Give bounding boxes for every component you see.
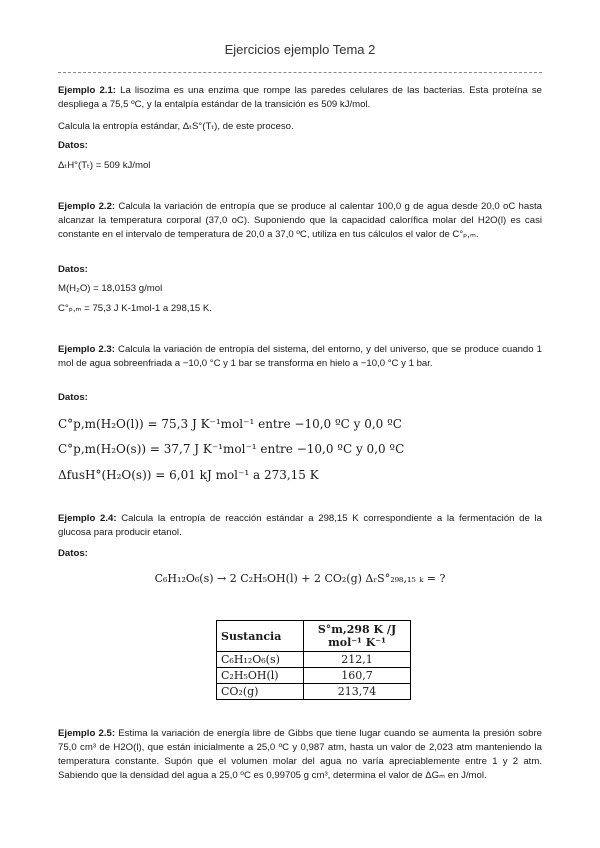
table-cell: 213,74 [304, 684, 411, 700]
example-2-2-statement [58, 200, 542, 242]
data-line: M(H₂O) = 18,0153 g/mol [58, 283, 163, 294]
table-row [217, 668, 411, 684]
example-2-5-statement [58, 727, 542, 783]
table-cell: CO₂(g) [217, 684, 304, 700]
table-cell: C₂H₅OH(l) [217, 668, 304, 684]
table-header: Sustancia [217, 621, 304, 652]
math-line: C°p,m(H₂O(l)) = 75,3 J K⁻¹mol⁻¹ entre −10,0 ºC y 0,0 ºC [58, 417, 402, 431]
math-line: C°p,m(H₂O(s)) = 37,7 J K⁻¹mol⁻¹ entre −10,0 ºC y 0,0 ºC [58, 442, 405, 456]
table-row [217, 684, 411, 700]
example-text: Calcula la variación de entropía del sistema, del entorno, y del universo, que se produce cuando 1 mol de agua sobreenfriada a −10,0 °C y 1 bar se transforma en hielo a −10,0 °C y 1 bar. [58, 344, 543, 369]
example-label: Ejemplo 2.2: [58, 201, 116, 212]
example-2-4-statement [58, 512, 542, 540]
entropy-table [216, 620, 411, 700]
reaction-equation: C₆H₁₂O₆(s) → 2 C₂H₅OH(l) + 2 CO₂(g) ΔᵣS°₂₉₈,₁₅ ₖ = ? [154, 572, 446, 585]
data-line: ΔₜH°(Tₜ) = 509 kJ/mol [58, 160, 151, 171]
datos-heading: Datos: [58, 264, 88, 275]
table-cell: 160,7 [304, 668, 411, 684]
table-cell: C₆H₁₂O₆(s) [217, 652, 304, 668]
table-header: S°m,298 K /J mol⁻¹ K⁻¹ [304, 621, 411, 652]
example-label: Ejemplo 2.1: [58, 85, 116, 96]
datos-heading: Datos: [58, 392, 88, 403]
example-label: Ejemplo 2.5: [58, 728, 116, 739]
example-2-3-statement [58, 343, 542, 371]
data-line: C°ₚ,ₘ = 75,3 J K-1mol-1 a 298,15 K. [58, 303, 212, 314]
example-2-1-statement [58, 84, 542, 112]
datos-heading: Datos: [58, 140, 88, 151]
example-label: Ejemplo 2.4: [58, 513, 117, 524]
example-text: Calcula la variación de entropía que se produce al calentar 100,0 g de agua desde 20,0 oC hasta alcanzar la temperatura corporal (37,0 oC). Suponiendo que la capacidad calorífica molar del H2O(l) es casi constante en el intervalo de temperatura de 20,0 a 37,0 ºC, utiliza en tus cálculos el valor de C°ₚ,ₘ. [58, 201, 542, 240]
dashed-divider [58, 72, 542, 73]
table-cell: 212,1 [304, 652, 411, 668]
table-header-row [217, 621, 411, 652]
table-row [217, 652, 411, 668]
page-title: Ejercicios ejemplo Tema 2 [224, 42, 376, 57]
math-line: ΔfusH°(H₂O(s)) = 6,01 kJ mol⁻¹ a 273,15 K [58, 468, 319, 482]
example-text: La lisozima es una enzima que rompe las paredes celulares de las bacterias. Esta proteína se despliega a 75,5 ºC, y la entalpía estándar de la transición es 509 kJ/mol. [58, 85, 543, 110]
example-label: Ejemplo 2.3: [58, 344, 115, 355]
datos-heading: Datos: [58, 548, 88, 559]
example-text: Calcula la entropía de reacción estándar a 298,15 K correspondiente a la fermentación de la glucosa para producir etanol. [58, 513, 542, 538]
example-text: Estima la variación de energía libre de Gibbs que tiene lugar cuando se aumenta la presión sobre 75,0 cm³ de H2O(l), que están inicialmente a 25,0 ºC y 0,987 atm, hasta un valor de 2,023 atm manteniendo la temperatura constante. Supón que el volumen molar del agua no varía apreciablemente entre 1 y 2 atm. Sabiendo que la densidad del agua a 25,0 ºC es 0,99705 g cm³, determina el valor de ΔGₘ en J/mol. [58, 728, 543, 781]
example-2-1-question: Calcula la entropía estándar, ΔₜS°(Tₜ), de este proceso. [58, 121, 294, 132]
